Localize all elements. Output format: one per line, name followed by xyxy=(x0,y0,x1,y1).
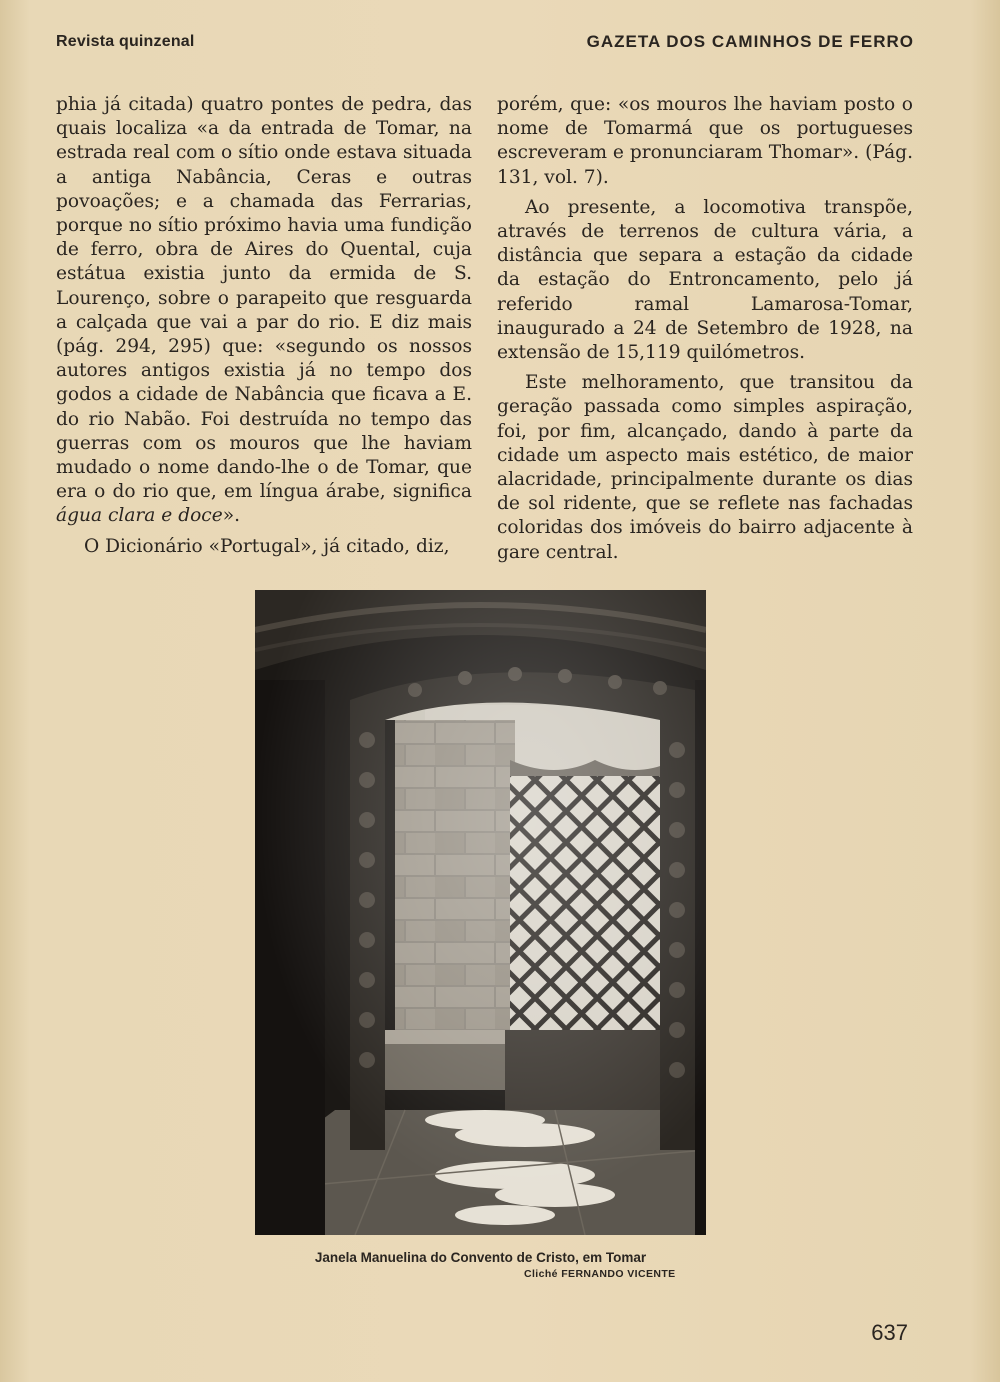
italic-phrase: água clara e doce xyxy=(56,505,223,527)
paragraph: Este melhoramento, que transitou da geração passada como simples aspiração, foi, por fim, alcançado, dando à parte da cidade um aspecto mais estético, de maior alacridade, principalmente durante os dias de sol ridente, que se reflete nas fachadas coloridas dos imóveis do bairro adjacente à gare central. xyxy=(497,372,913,563)
text-column-left xyxy=(56,93,472,559)
paragraph: phia já citada) quatro pontes de pedra, das quais localiza «a da entrada de Tomar, na estrada real com o sítio onde estava situada a antiga Nabância, Ceras e outras povoações; e a chamada das Ferrarias, porque no sítio próximo havia uma fundição de ferro, obra de Aires do Quental, cuja estátua existia junto da ermida de S. Lourenço, sobre o parapeito que resguarda a calçada que vai a par do rio. E diz mais (pág. 294, 295) que: «segundo os nossos autores antigos existia já no tempo dos godos a cidade de Nabância que ficava a E. do rio Nabão. Foi destruída no tempo das guerras com os mouros que lhe haviam mudado o nome dando-lhe o de Tomar, que era o do rio que, em língua árabe, significa água clara e doce». xyxy=(56,94,472,527)
text-column-right xyxy=(497,93,913,565)
page-number: 637 xyxy=(871,1320,908,1345)
photograph-manueline-window xyxy=(255,590,706,1235)
photo-credit: Cliché FERNANDO VICENTE xyxy=(524,1268,676,1280)
header-right: GAZETA DOS CAMINHOS DE FERRO xyxy=(586,32,914,51)
paragraph: porém, que: «os mouros lhe haviam posto o nome de Tomarmá que os portugueses escreveram e pronunciaram Thomar». (Pág. 131, vol. 7). xyxy=(497,94,913,188)
header-left: Revista quinzenal xyxy=(56,33,195,50)
paragraph: O Dicionário «Portugal», já citado, diz, xyxy=(84,535,450,557)
figure-caption: Janela Manuelina do Convento de Cristo, em Tomar xyxy=(314,1250,647,1265)
paragraph: Ao presente, a locomotiva transpõe, através de terrenos de cultura vária, a distância que separa a estação da cidade da estação do Entroncamento, pelo já referido ramal Lamarosa-Tomar, inaugurado a 24 de Setembro de 1928, na extensão de 15,119 quilómetros. xyxy=(497,196,913,364)
